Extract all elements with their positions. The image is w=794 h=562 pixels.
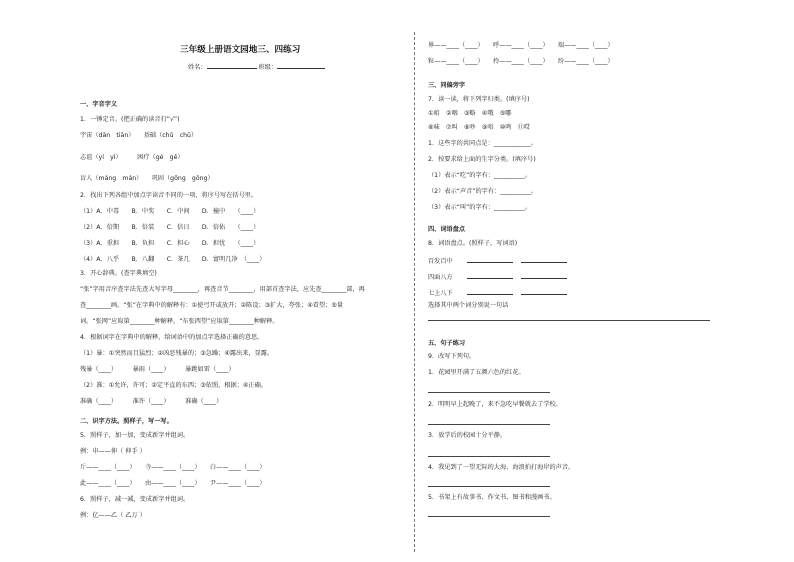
- idiom-example: 七上八下: [428, 290, 453, 297]
- sentence-prompt: 4．我见到了一望无际的大海，海浪拍打海岸的声音。: [428, 464, 575, 471]
- idiom-example: 四面八方: [428, 274, 453, 281]
- class-label: 班级：: [258, 64, 278, 71]
- dictionary-line[interactable]: “张”字用音序查字法先查大写字母________，再查音节________，用部首查字法，应先查________部，再: [80, 286, 365, 293]
- dictionary-line[interactable]: 词。“张网”应取第________种解释，“东张西望”应取第________种解释。: [80, 318, 279, 325]
- writing-line[interactable]: [428, 320, 710, 321]
- idiom-blank[interactable]: [467, 272, 513, 279]
- column-divider: [414, 32, 415, 552]
- section-heading: 一、字音字义: [80, 101, 118, 108]
- idiom-blank[interactable]: [521, 288, 567, 295]
- question-line: 5．照样子，加一加，变成新字并组词。: [80, 432, 190, 439]
- pinyin-line[interactable]: 志谊（yí yì） 困疗（gé gē）: [80, 154, 184, 161]
- sentence-prompt: 1．花园里开满了五颜六色的红花。: [428, 369, 525, 376]
- answer-line[interactable]: 1．这些字的共同点是：____________。: [428, 140, 538, 147]
- student-info: [188, 62, 325, 72]
- section-heading: 五、句子练习: [428, 340, 466, 347]
- meaning-line: （1）暴：①突然而且猛烈；②凶恶残暴的；③急躁；④露出来，显露。: [80, 350, 274, 357]
- writing-line[interactable]: [428, 424, 550, 425]
- question-line: 1．一锤定音。(把正确的读音打“√”): [80, 116, 180, 123]
- section-heading: 三、同偏旁字: [428, 82, 466, 89]
- answer-line[interactable]: 斤——____（____） 寺——____（____） 白——____（____）: [80, 464, 266, 471]
- sentence-prompt: 3．放学后的校园十分平静。: [428, 432, 507, 439]
- idiom-row: [428, 288, 567, 298]
- dictionary-line[interactable]: 查________画。“张”在字典中的解释有：①使弓开或放开；②陈设；③扩大，夸张；④看望；⑤量: [80, 302, 344, 309]
- writing-line[interactable]: [428, 516, 550, 517]
- choice-line[interactable]: （3）A．重担 B．负担 C．担心 D．担忧 （____）: [80, 240, 260, 247]
- idiom-row: [428, 256, 567, 266]
- name-field[interactable]: [207, 62, 257, 69]
- name-label: 姓名：: [188, 64, 207, 71]
- writing-line[interactable]: [428, 486, 550, 487]
- idiom-row: [428, 272, 567, 282]
- sentence-prompt: 2．明明早上起晚了，来不急吃早餐就去了学校。: [428, 401, 562, 408]
- question-line: 6．照样子，减一减，变成新字并组词。: [80, 496, 190, 503]
- answer-line[interactable]: 残暴（____） 暴雨（____） 暴跳如雷（____）: [80, 366, 235, 373]
- answer-line[interactable]: 粒——____（____） 拎——____（____） 纷——____（____）: [428, 58, 614, 65]
- answer-line[interactable]: （1）表示“吃”的字有：__________。: [428, 172, 532, 179]
- answer-line[interactable]: 此——____（____） 由——____（____） 尹——____（____）: [80, 480, 266, 487]
- answer-line[interactable]: 界——____（____） 呼——____（____） 瑞——____（____）: [428, 42, 614, 49]
- answer-line[interactable]: 准确（____） 准许（____） 准确（____）: [80, 398, 223, 405]
- meaning-line: （2）准：①允许，许可；②定平直的东西；③依照，根据；④正确。: [80, 382, 267, 389]
- section-heading: 二、识字方法。照样子，写一写。: [80, 418, 173, 425]
- writing-line[interactable]: [428, 456, 550, 457]
- idiom-blank[interactable]: [467, 256, 513, 263]
- question-line: 2．按要求给上面的生字分类。(填序号): [428, 156, 536, 163]
- choice-line[interactable]: （2）A．倍期 B．倍装 C．倍日 D．倍佑 （____）: [80, 224, 260, 231]
- page-title: 三年级上册语文园地三、四练习: [180, 45, 301, 55]
- writing-line[interactable]: [428, 392, 550, 393]
- class-field[interactable]: [277, 62, 325, 69]
- idiom-blank[interactable]: [521, 256, 567, 263]
- idiom-blank[interactable]: [467, 288, 513, 295]
- question-line: 2．找出下列各组中加点字读音不同的一项，将序号写在括号里。: [80, 192, 258, 199]
- character-list: ⑥味 ⑦叫 ⑧吵 ⑨唔 ⑩鸣 ⑪哎: [428, 124, 530, 131]
- question-line: 选择其中两个词分别说一句话: [428, 302, 509, 309]
- section-heading: 四、词语盘点: [428, 226, 466, 233]
- choice-line[interactable]: （4）A．八乎 B．八翻 C．茶几 D．富明几净 （____）: [80, 256, 266, 263]
- idiom-blank[interactable]: [521, 272, 567, 279]
- question-line: 8．词语盘点。(照样子，写词语): [428, 240, 518, 247]
- pinyin-line[interactable]: 宇宙（dān tiān） 基础（chǔ chū）: [80, 132, 198, 139]
- character-list: ①咱 ②咽 ③略 ④哦 ⑤哪: [428, 110, 512, 117]
- choice-line[interactable]: （1）A．中毒 B．中奖 C．中间 D．撞中 （____）: [80, 208, 260, 215]
- sentence-prompt: 5．书架上有故事书、作文书、图书和漫画书。: [428, 494, 556, 501]
- answer-line[interactable]: （2）表示“声音”的字有：__________。: [428, 188, 538, 195]
- question-line: 9．改写下列句。: [428, 353, 476, 360]
- idiom-example: 百发百中: [428, 258, 453, 265]
- pinyin-line[interactable]: 盲人（máng mán） 巩固（gōng gǒng）: [80, 175, 214, 182]
- answer-line[interactable]: （3）表示“叫”的字有：__________。: [428, 204, 532, 211]
- question-line: 7．读一读，将下列字归类。(填序号): [428, 96, 530, 103]
- example-line: 例：申——伸（ 伸手 ）: [80, 448, 146, 455]
- question-line: 3．开心辞典。(查字典填空): [80, 270, 157, 277]
- example-line: 例：亿——乙（ 乙万 ）: [80, 512, 146, 519]
- question-line: 4．根据词字在字典中的解释，给词语中的加点字选择正确的意思。: [80, 334, 264, 341]
